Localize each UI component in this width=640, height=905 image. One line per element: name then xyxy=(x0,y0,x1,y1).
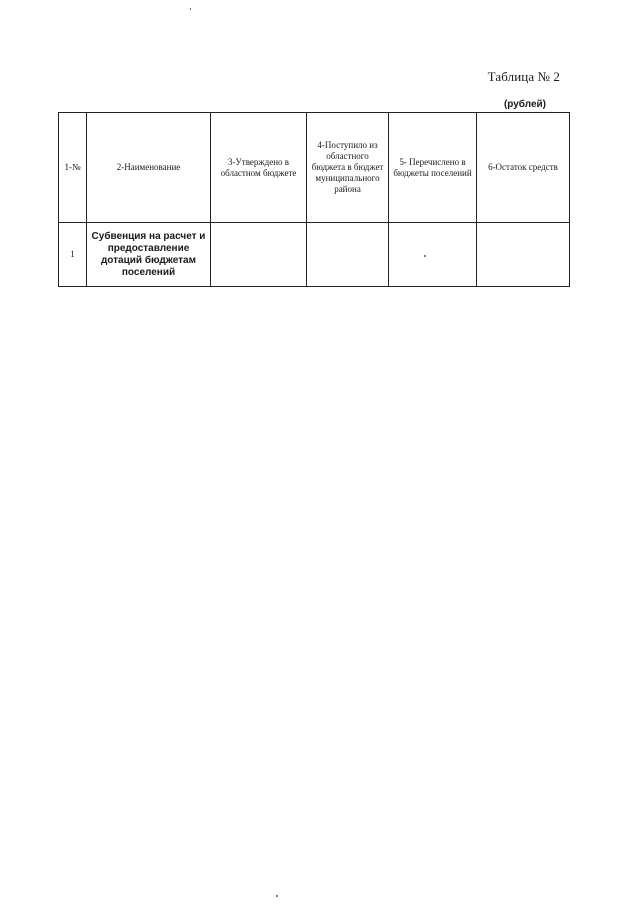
row-transferred xyxy=(389,223,477,287)
table-row xyxy=(59,223,570,287)
header-approved: 3-Утверждено в областном бюджете xyxy=(211,113,307,223)
scan-speck xyxy=(276,895,278,897)
page-title: Таблица № 2 xyxy=(487,69,560,84)
row-received xyxy=(307,223,389,287)
header-number: 1-№ xyxy=(59,113,87,223)
units-label: (рублей) xyxy=(503,99,546,110)
row-approved xyxy=(211,223,307,287)
scan-speck xyxy=(190,8,191,10)
row-remainder xyxy=(477,223,570,287)
header-name: 2-Наименование xyxy=(87,113,211,223)
header-transferred: 5- Перечислено в бюджеты поселений xyxy=(389,113,477,223)
report-table xyxy=(58,112,570,287)
scan-speck xyxy=(424,255,426,257)
header-remainder: 6-Остаток средств xyxy=(477,113,570,223)
table-header-row xyxy=(59,113,570,223)
header-received: 4-Поступило из областного бюджета в бюджет муниципального района xyxy=(307,113,389,223)
row-name: Субвенция на расчет и предоставление дотаций бюджетам поселений xyxy=(87,223,211,287)
row-number: 1 xyxy=(59,223,87,287)
